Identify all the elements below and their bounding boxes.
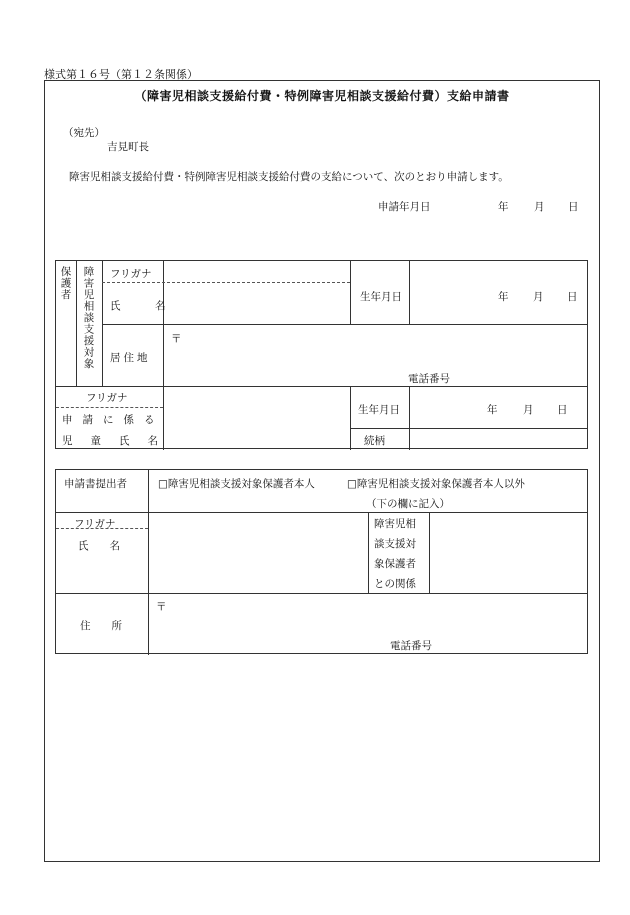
submitter-table	[55, 469, 588, 654]
child-birth-year: 年	[487, 404, 498, 416]
guardian-birth-day: 日	[567, 291, 578, 303]
submitter-address-label: 住 所	[80, 620, 122, 632]
guardian-postal-mark: 〒	[171, 333, 182, 345]
application-date-month: 月	[534, 201, 545, 213]
child-birth-month: 月	[523, 404, 534, 416]
recipient: 吉見町長	[107, 141, 149, 153]
application-date-label: 申請年月日	[378, 201, 431, 213]
guardian-birthdate-label: 生年月日	[360, 291, 402, 303]
relationship-label: 続柄	[364, 435, 385, 447]
submitter-furigana-label: フリガナ	[74, 518, 116, 530]
option-self-checkbox[interactable]: □障害児相談支援対象保護者本人	[158, 478, 315, 490]
form-frame	[44, 80, 600, 862]
guardian-label: 保護者	[59, 266, 72, 301]
to-label: （宛先）	[63, 127, 105, 139]
child-birthdate-label: 生年月日	[358, 404, 400, 416]
submitter-name-label: 氏 名	[78, 540, 120, 552]
child-name-label-line2: 児童氏名	[62, 435, 176, 447]
relation-label-line1: 障害児相	[374, 518, 416, 530]
guardian-name-label: 氏 名	[110, 300, 178, 312]
application-date-day: 日	[568, 201, 579, 213]
relation-label-line3: 象保護者	[374, 558, 416, 570]
form-title: （障害児相談支援給付費・特例障害児相談支援給付費）支給申請書	[134, 89, 510, 103]
relation-label-line4: との関係	[374, 578, 416, 590]
child-name-label-line1: 申請に係る	[62, 414, 165, 426]
guardian-table	[55, 260, 588, 449]
form-number: 様式第１６号（第１２条関係）	[44, 68, 198, 81]
child-furigana-label: フリガナ	[86, 392, 128, 404]
guardian-birth-month: 月	[533, 291, 544, 303]
child-birth-day: 日	[557, 404, 568, 416]
guardian-furigana-label: フリガナ	[110, 268, 152, 280]
application-date-year: 年	[498, 201, 509, 213]
submitter-label: 申請書提出者	[64, 478, 127, 490]
guardian-birth-year: 年	[498, 291, 509, 303]
submitter-postal-mark: 〒	[156, 601, 167, 613]
guardian-phone-label: 電話番号	[408, 373, 450, 385]
residence-label: 居住地	[110, 352, 151, 364]
submitter-phone-label: 電話番号	[390, 640, 432, 652]
option-note: （下の欄に記入）	[366, 498, 450, 510]
subject-label: 障害児相談支援対象	[82, 266, 95, 370]
option-other-checkbox[interactable]: □障害児相談支援対象保護者本人以外	[347, 478, 525, 490]
statement-text: 障害児相談支援給付費・特例障害児相談支援給付費の支給について、次のとおり申請します。	[69, 171, 509, 183]
relation-label-line2: 談支援対	[374, 538, 416, 550]
